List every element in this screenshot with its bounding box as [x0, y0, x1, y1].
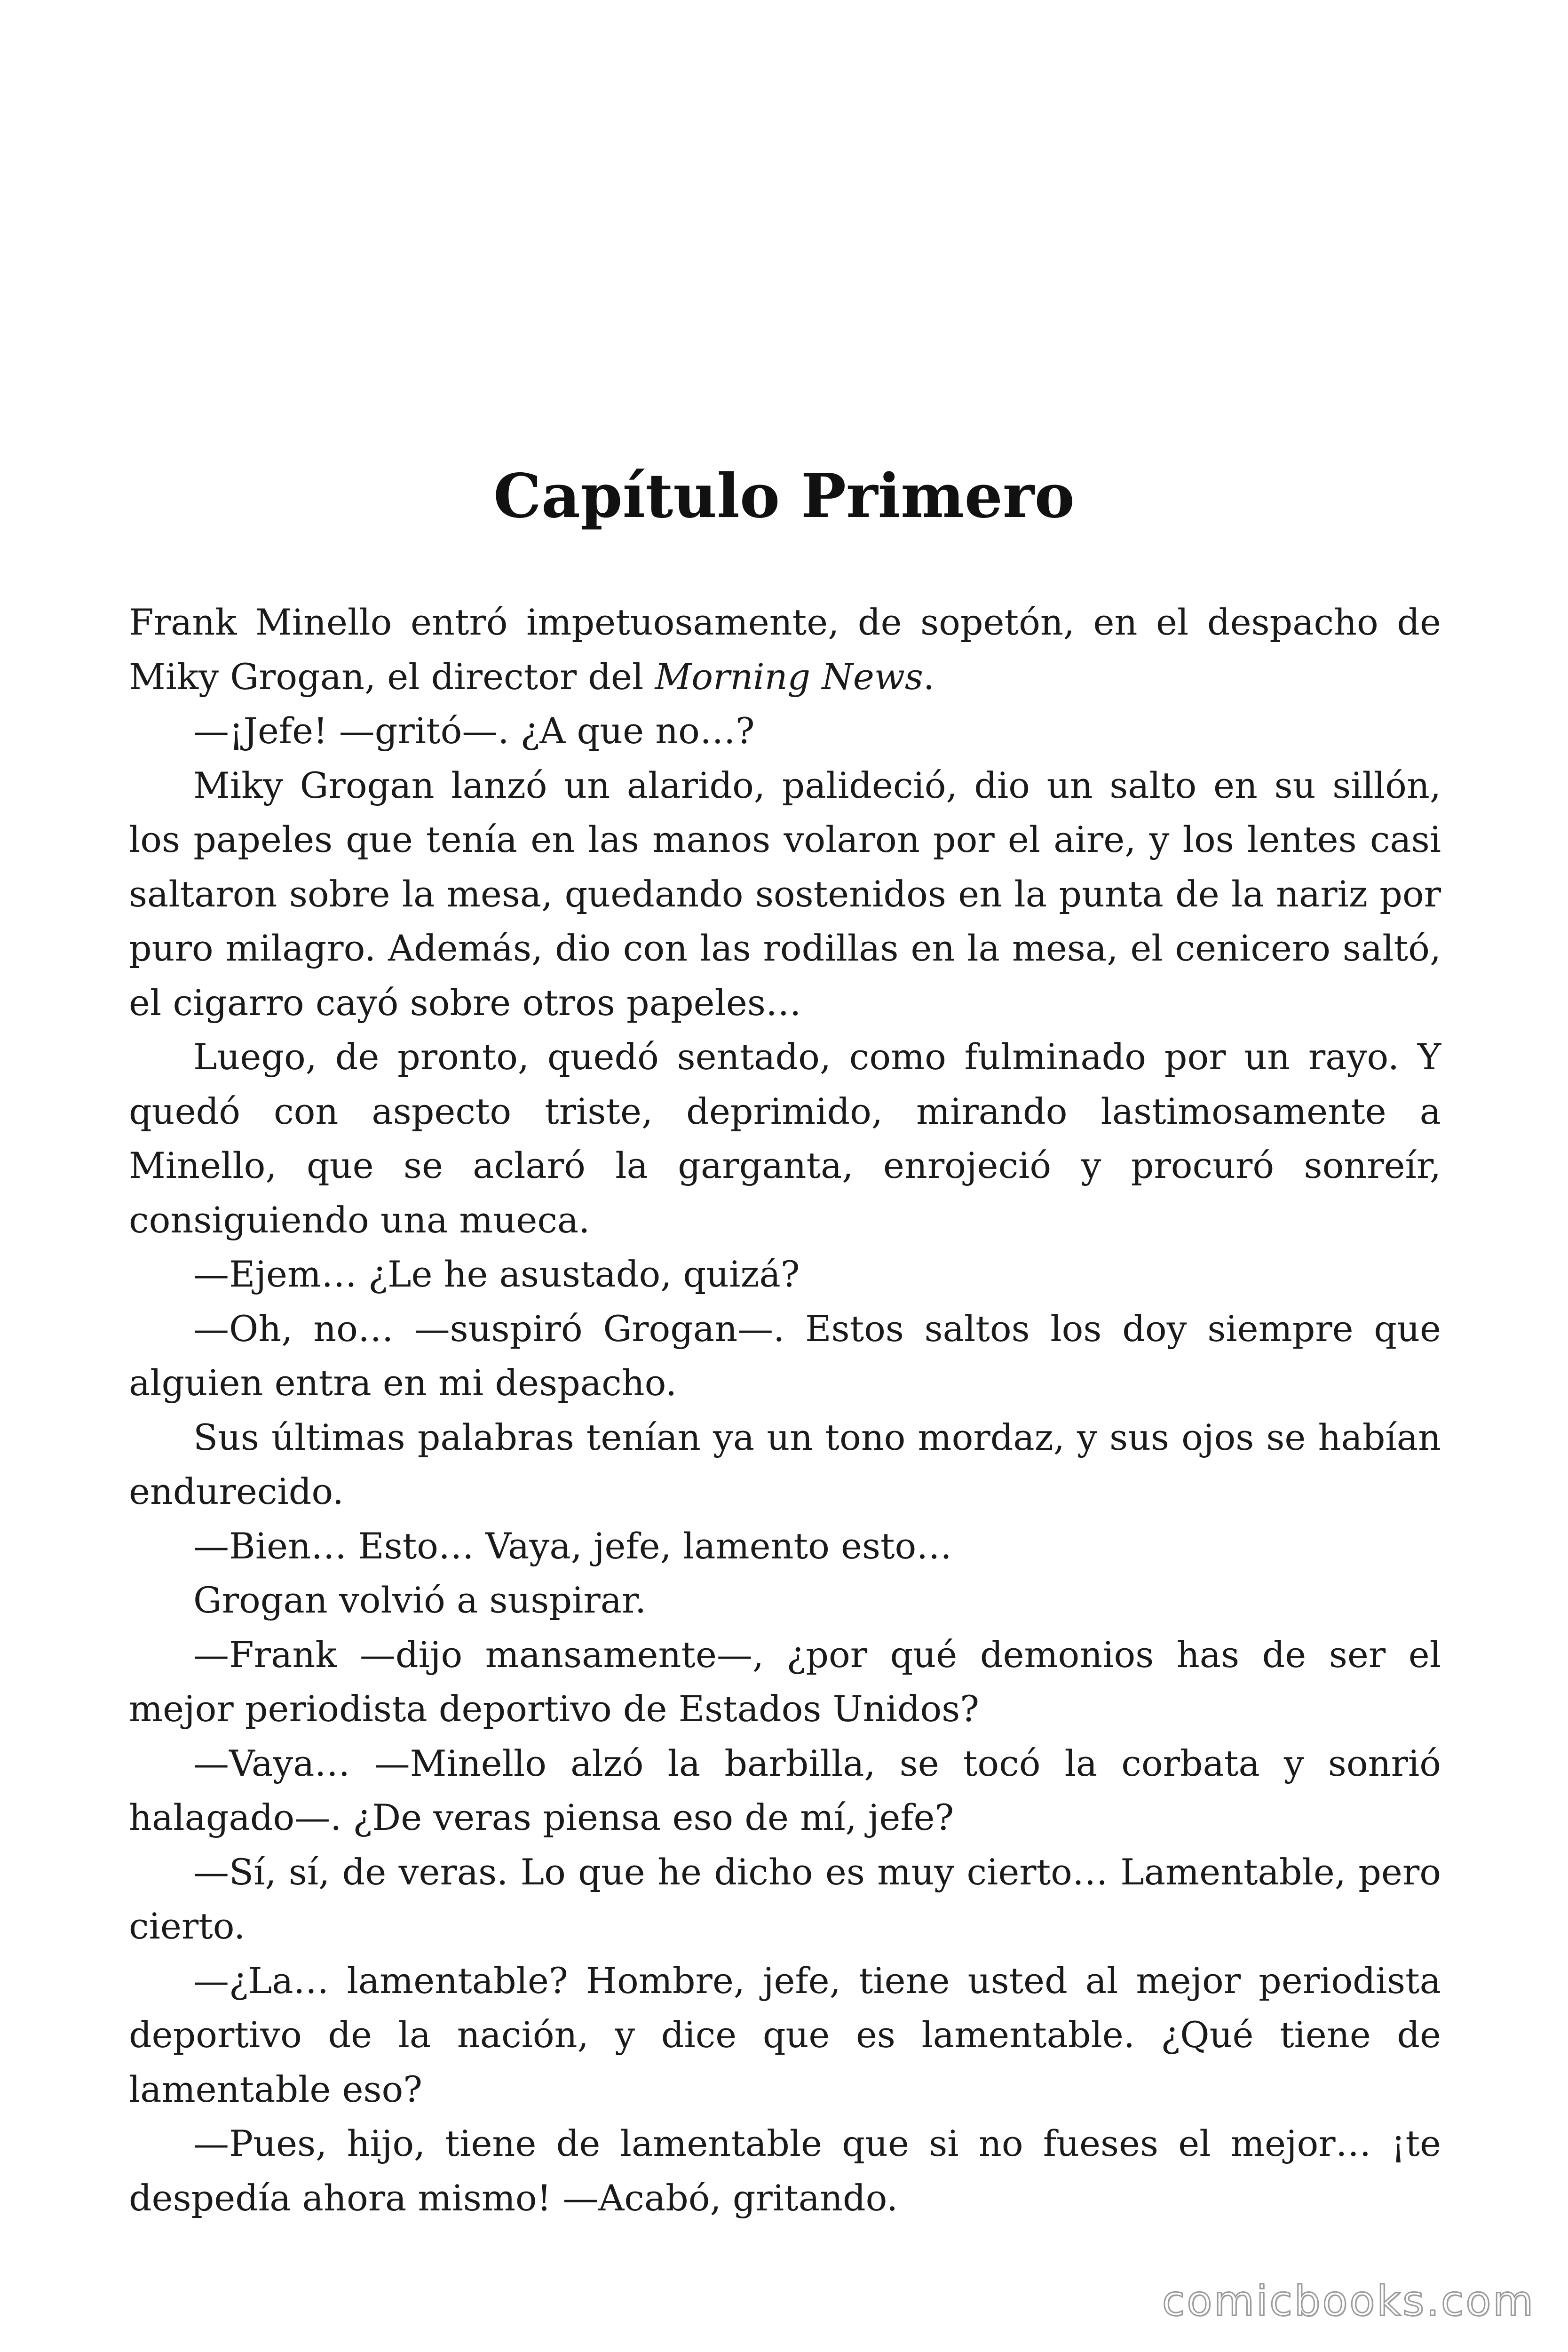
- paragraph: —Vaya… —Minello alzó la barbilla, se tocó la corbata y sonrió halagado—. ¿De veras piensa eso de mí, jefe?: [129, 1742, 1441, 1838]
- paragraph: —¿La… lamentable? Hombre, jefe, tiene usted al mejor periodista deportivo de la nación, y dice que es lamentable. ¿Qué tiene de lamentable eso?: [129, 1959, 1441, 2110]
- paragraph: Sus últimas palabras tenían ya un tono mordaz, y sus ojos se habían endurecido.: [129, 1416, 1441, 1512]
- watermark: comicbooks.com: [1162, 2277, 1535, 2325]
- paragraph: Luego, de pronto, quedó sentado, como fulminado por un rayo. Y quedó con aspecto triste, deprimido, mirando lastimosamente a Minello, que se aclaró la garganta, enrojeció y procuró sonreír, consiguiendo una mueca.: [129, 1036, 1441, 1241]
- paragraph: —Ejem… ¿Le he asustado, quizá?: [193, 1253, 800, 1295]
- chapter-title: Capítulo Primero: [493, 461, 1075, 532]
- paragraph: Grogan volvió a suspirar.: [193, 1579, 647, 1621]
- paragraph: —Sí, sí, de veras. Lo que he dicho es muy cierto… Lamentable, pero cierto.: [129, 1851, 1441, 1947]
- paragraph: —Bien… Esto… Vaya, jefe, lamento esto…: [193, 1525, 952, 1567]
- newspaper-name: Morning News: [655, 655, 923, 698]
- paragraph: —¡Jefe! —gritó—. ¿A que no…?: [193, 710, 755, 752]
- paragraph: Miky Grogan lanzó un alarido, palideció, dio un salto en su sillón, los papeles que tenía en las manos volaron por el aire, y los lentes casi saltaron sobre la mesa, quedando sostenidos en la punta de la nariz por puro milagro. Además, dio con las rodillas en la mesa, el cenicero saltó, el cigarro cayó sobre otros papeles…: [129, 764, 1441, 1024]
- paragraph: [129, 595, 1441, 704]
- paragraph: —Oh, no… —suspiró Grogan—. Estos saltos los doy siempre que alguien entra en mi despacho.: [129, 1307, 1441, 1404]
- paragraph-text: .: [923, 655, 935, 698]
- chapter-body: [129, 595, 1441, 2225]
- paragraph: —Frank —dijo mansamente—, ¿por qué demonios has de ser el mejor periodista deportivo de Estados Unidos?: [129, 1633, 1441, 1730]
- paragraph: —Pues, hijo, tiene de lamentable que si no fueses el mejor… ¡te despedía ahora mismo! —Acabó, gritando.: [129, 2122, 1441, 2219]
- paragraph-text: Frank Minello entró impetuosamente, de sopetón, en el despacho de Miky Grogan, el director del: [129, 601, 1441, 698]
